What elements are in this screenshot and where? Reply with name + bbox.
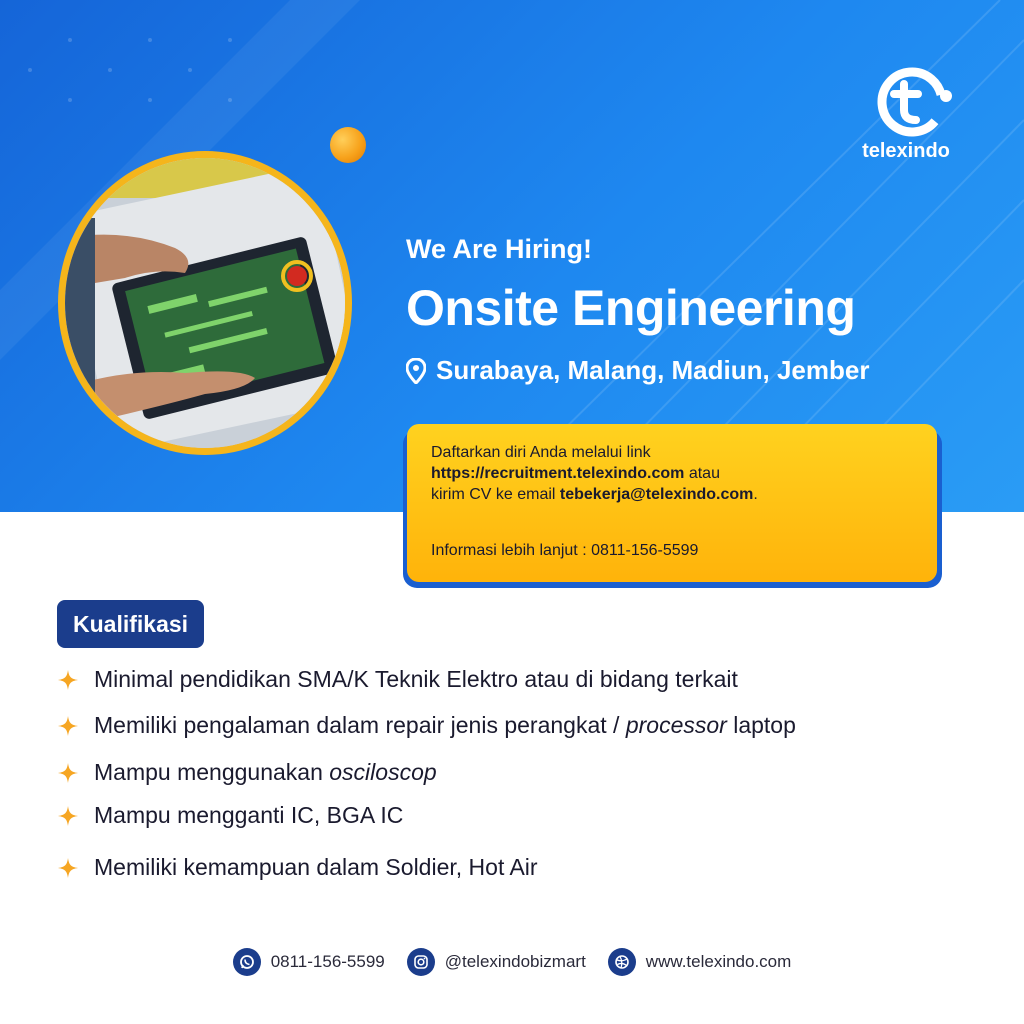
- qualifications-heading: Kualifikasi: [57, 600, 204, 648]
- footer-instagram-text: @telexindobizmart: [444, 952, 586, 971]
- sparkle-star-icon: [58, 858, 78, 878]
- sparkle-star-icon: [58, 806, 78, 826]
- email-link[interactable]: tebekerja@telexindo.com: [559, 486, 754, 503]
- footer-instagram[interactable]: [407, 948, 586, 976]
- qualification-text: Memiliki pengalaman dalam repair jenis perangkat / processor laptop: [94, 712, 796, 738]
- qualification-item: [58, 712, 796, 739]
- info-line-1: Daftarkan diri Anda melalui link: [431, 444, 651, 461]
- hiring-tagline: We Are Hiring!: [406, 234, 593, 264]
- engineer-touchscreen-photo: [58, 151, 352, 455]
- application-info-box: [407, 424, 937, 582]
- qualification-text: Mampu menggunakan osciloscop: [94, 759, 437, 785]
- location-pin-icon: [406, 358, 426, 384]
- info-link-suffix: atau: [684, 465, 720, 482]
- sparkle-star-icon: [58, 763, 78, 783]
- job-title: Onsite Engineering: [406, 280, 856, 336]
- sparkle-star-icon: [58, 670, 78, 690]
- info-more-contact: Informasi lebih lanjut : 0811-156-5599: [431, 542, 699, 559]
- info-email-suffix: .: [753, 486, 758, 503]
- brand-name: telexindo: [862, 140, 950, 162]
- qualification-item: [58, 854, 538, 881]
- info-email-prefix: kirim CV ke email: [431, 486, 560, 503]
- locations-text: Surabaya, Malang, Madiun, Jember: [436, 355, 870, 385]
- sparkle-star-icon: [58, 716, 78, 736]
- info-line-3: [431, 484, 913, 505]
- qualification-item: [58, 759, 437, 786]
- qualification-text: Mampu mengganti IC, BGA IC: [94, 802, 404, 828]
- footer-phone-text: 0811-156-5599: [270, 952, 385, 971]
- qualification-item: [58, 802, 403, 829]
- recruitment-link[interactable]: https://recruitment.telexindo.com: [431, 465, 685, 482]
- whatsapp-icon: [233, 948, 261, 976]
- footer-website-text: www.telexindo.com: [645, 952, 792, 971]
- info-line-2: [431, 463, 913, 484]
- contact-footer: [0, 944, 1024, 980]
- location-row: [406, 355, 869, 386]
- orange-ball-decoration: [330, 127, 366, 163]
- qualification-item: [58, 666, 738, 693]
- globe-icon: [608, 948, 636, 976]
- footer-phone[interactable]: [233, 948, 385, 976]
- qualification-text: Minimal pendidikan SMA/K Teknik Elektro atau di bidang terkait: [94, 666, 738, 692]
- instagram-icon: [407, 948, 435, 976]
- qualification-text: Memiliki kemampuan dalam Soldier, Hot Air: [94, 854, 538, 880]
- footer-website[interactable]: [608, 948, 792, 976]
